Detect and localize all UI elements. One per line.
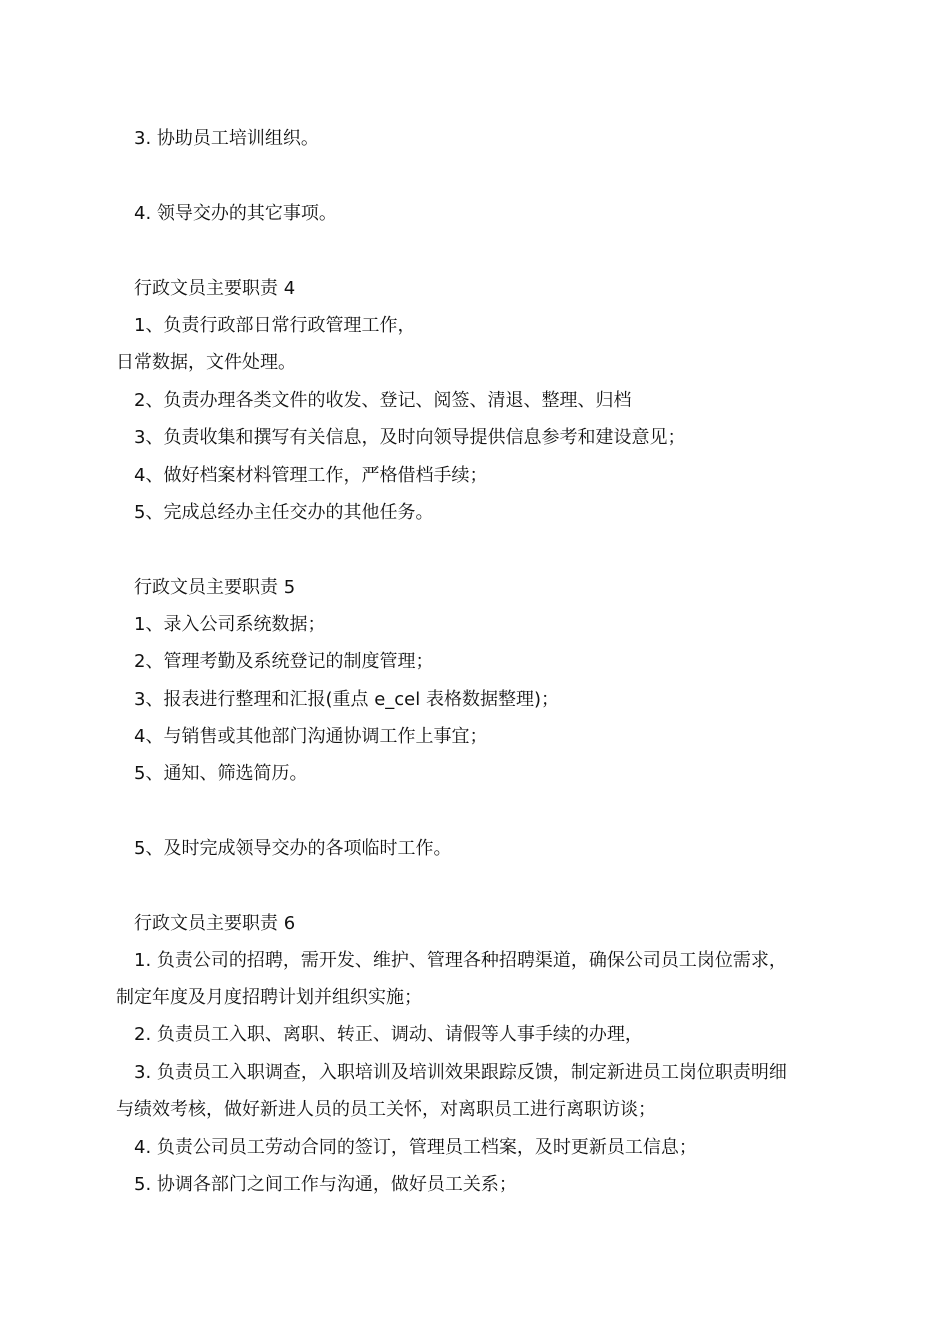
paragraph-line: 5. 协调各部门之间工作与沟通，做好员工关系； (134, 1174, 517, 1195)
paragraph-line: 4、与销售或其他部门沟通协调工作上事宜； (134, 726, 488, 747)
paragraph-line: 4、做好档案材料管理工作，严格借档手续； (134, 465, 488, 486)
paragraph-line: 2、管理考勤及系统登记的制度管理； (134, 651, 434, 672)
paragraph-line: 3、负责收集和撰写有关信息，及时向领导提供信息参考和建设意见； (134, 427, 686, 448)
paragraph-line: 5、及时完成领导交办的各项临时工作。 (134, 838, 452, 859)
section-heading: 行政文员主要职责 6 (134, 913, 296, 934)
paragraph-line: 1、录入公司系统数据； (134, 614, 326, 635)
paragraph-line: 1、负责行政部日常行政管理工作， (134, 315, 416, 336)
paragraph-line: 1. 负责公司的招聘，需开发、维护、管理各种招聘渠道，确保公司员工岗位需求， (134, 950, 787, 971)
paragraph-line: 2、负责办理各类文件的收发、登记、阅签、清退、整理、归档 (134, 390, 632, 411)
paragraph-line: 3. 协助员工培训组织。 (134, 128, 319, 149)
paragraph-line: 与绩效考核，做好新进人员的员工关怀，对离职员工进行离职访谈； (116, 1099, 656, 1120)
paragraph-line: 4. 领导交办的其它事项。 (134, 203, 337, 224)
paragraph-line: 3. 负责员工入职调查，入职培训及培训效果跟踪反馈，制定新进员工岗位职责明细 (134, 1062, 787, 1083)
section-heading: 行政文员主要职责 4 (134, 278, 296, 299)
paragraph-line: 制定年度及月度招聘计划并组织实施； (116, 987, 422, 1008)
paragraph-line: 5、完成总经办主任交办的其他任务。 (134, 502, 434, 523)
paragraph-line: 日常数据，文件处理。 (116, 352, 296, 373)
paragraph-line: 4. 负责公司员工劳动合同的签订，管理员工档案，及时更新员工信息； (134, 1137, 697, 1158)
section-heading: 行政文员主要职责 5 (134, 577, 296, 598)
paragraph-line: 2. 负责员工入职、离职、转正、调动、请假等人事手续的办理， (134, 1024, 643, 1045)
paragraph-line: 5、通知、筛选简历。 (134, 763, 308, 784)
paragraph-line: 3、报表进行整理和汇报(重点 e_cel 表格数据整理)； (134, 689, 559, 710)
